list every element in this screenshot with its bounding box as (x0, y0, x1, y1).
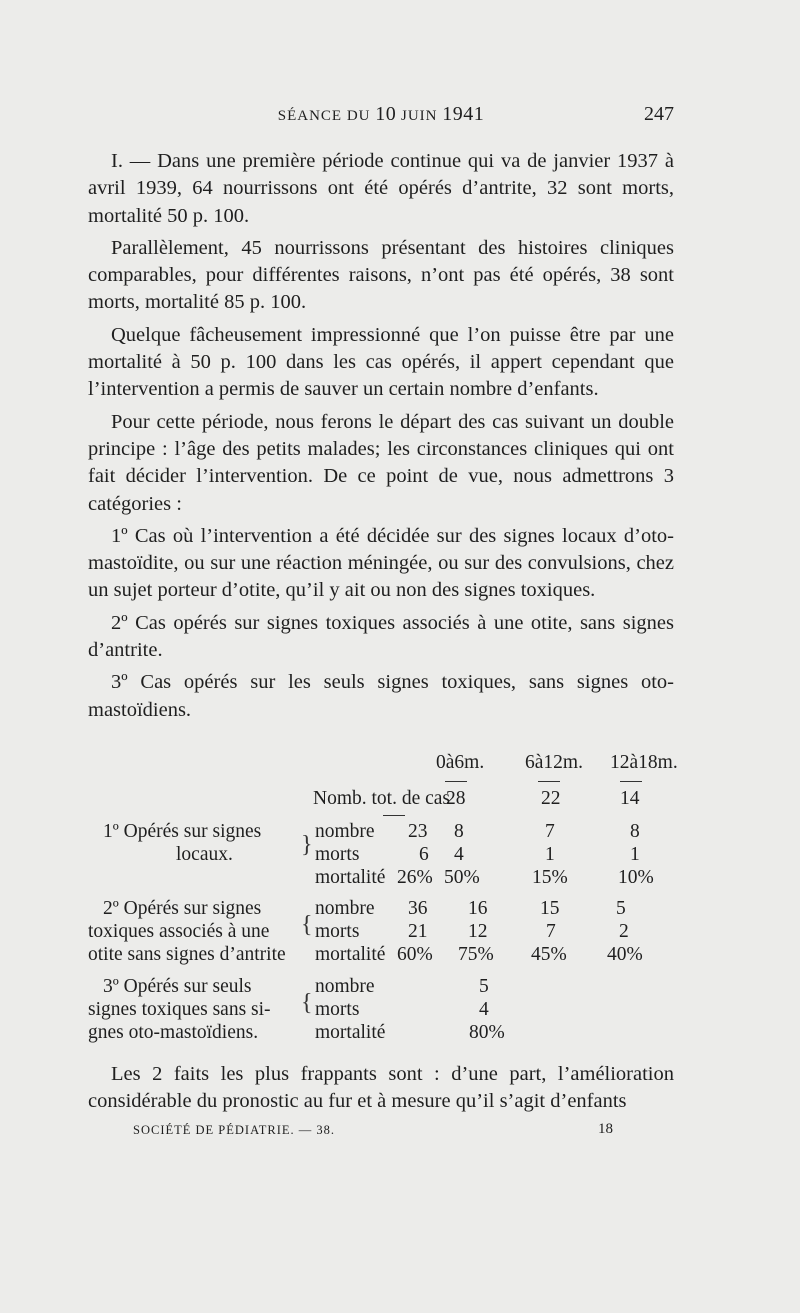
row-label: morts (315, 921, 360, 942)
group-label: signes toxiques sans si- (88, 999, 271, 1020)
total-cell: 60% (397, 944, 433, 965)
table-cell: 40% (607, 944, 643, 965)
column-header: 6à12m. (525, 752, 583, 773)
table-cell: 7 (546, 921, 556, 942)
total-cell: 36 (408, 898, 428, 919)
column-rule (538, 781, 560, 782)
journal-line: SOCIÉTÉ DE PÉDIATRIE. — 38. (133, 1123, 335, 1137)
paragraph: Les 2 faits les plus frappants sont : d’une part, l’amélioration considérable du pronostic au fur et à mesure qu’il s’agit d’enfants (88, 1063, 674, 1113)
total-cell: 23 (408, 821, 428, 842)
group-label: locaux. (176, 844, 233, 865)
group-label: toxiques associés à une (88, 921, 270, 942)
paragraph: Pour cette période, nous ferons le départ des cas suivant un double principe : l’âge des petits malades; les circonstances cliniques qui ont fait décider l’intervention. De ce point de vue, nous admettrons 3 catégories : (88, 410, 674, 515)
total-cell: 14 (620, 788, 640, 809)
table-cell: 8 (630, 821, 640, 842)
table-cell: 80% (469, 1022, 505, 1043)
running-title: SÉANCE DU 10 JUIN 1941 (277, 103, 485, 125)
row-label: morts (315, 999, 360, 1020)
row-label: mortalité (315, 944, 386, 965)
brace: { (301, 990, 313, 1016)
table-cell: 2 (619, 921, 629, 942)
table-cell: 8 (454, 821, 464, 842)
table-cell: 5 (616, 898, 626, 919)
table-cell: 7 (545, 821, 555, 842)
table-cell: 50% (444, 867, 480, 888)
column-header: 0à6m. (436, 752, 485, 773)
closing-text (88, 1061, 674, 1116)
table-cell: 4 (454, 844, 464, 865)
table-cell: 15 (540, 898, 560, 919)
paragraph: 3º Cas opérés sur les seuls signes toxiques, sans signes oto-mastoïdiens. (88, 671, 674, 721)
row-label: morts (315, 844, 360, 865)
table-cell: 45% (531, 944, 567, 965)
table-cell: 1 (545, 844, 555, 865)
total-cell: 28 (446, 788, 466, 809)
table-cell: 5 (479, 976, 489, 997)
table-cell: 4 (479, 999, 489, 1020)
table-cell: 12 (468, 921, 488, 942)
row-label: nombre (315, 976, 375, 997)
row-label: nombre (315, 821, 375, 842)
row-label: nombre (315, 898, 375, 919)
group-label: gnes oto-mastoïdiens. (88, 1022, 259, 1043)
total-cell: 26% (397, 867, 433, 888)
brace: } (301, 832, 313, 858)
table-cell: 15% (532, 867, 568, 888)
group-label: 3º Opérés sur seuls (103, 976, 252, 997)
column-rule (445, 781, 467, 782)
brace: { (301, 912, 313, 938)
column-rule (383, 815, 405, 816)
group-label: 1º Opérés sur signes (103, 821, 262, 842)
paragraph: 1º Cas où l’intervention a été décidée sur des signes locaux d’oto-mastoïdite, ou sur une réaction méningée, ou sur des convulsions, chez un sujet porteur d’otite, qu’il y ait ou non des signes toxiques. (88, 524, 674, 602)
table-cell: 75% (458, 944, 494, 965)
table-cell: 1 (630, 844, 640, 865)
page-footer (133, 1123, 613, 1138)
group-label: otite sans signes d’antrite (88, 944, 286, 965)
column-rule (620, 781, 642, 782)
total-cell: 22 (541, 788, 561, 809)
body-text (88, 148, 674, 729)
total-cell: 6 (419, 844, 429, 865)
paragraph: 2º Cas opérés sur signes toxiques associés à une otite, sans signes d’antrite. (88, 611, 674, 662)
paragraph: Quelque fâcheusement impressionné que l’on puisse être par une mortalité à 50 p. 100 dans les cas opérés, il appert cependant que l’intervention a permis de sauver un certain nombre d’enfants. (88, 323, 674, 401)
group-label: 2º Opérés sur signes (103, 898, 262, 919)
paragraph: I. — Dans une première période continue qui va de janvier 1937 à avril 1939, 64 nourrissons ont été opérés d’antrite, 32 sont morts, mortalité 50 p. 100. (88, 150, 674, 227)
running-head (88, 103, 674, 129)
paragraph: Parallèlement, 45 nourrissons présentant des histoires cliniques comparables, pour différentes raisons, n’ont pas été opérés, 38 sont morts, mortalité 85 p. 100. (88, 236, 674, 314)
total-label: Nomb. tot. de cas (313, 788, 451, 809)
column-header: 12à18m. (610, 752, 678, 773)
page-number: 247 (644, 103, 674, 125)
table-cell: 16 (468, 898, 488, 919)
row-label: mortalité (315, 867, 386, 888)
row-label: mortalité (315, 1022, 386, 1043)
signature-mark: 18 (598, 1121, 613, 1137)
total-cell: 21 (408, 921, 428, 942)
table-cell: 10% (618, 867, 654, 888)
